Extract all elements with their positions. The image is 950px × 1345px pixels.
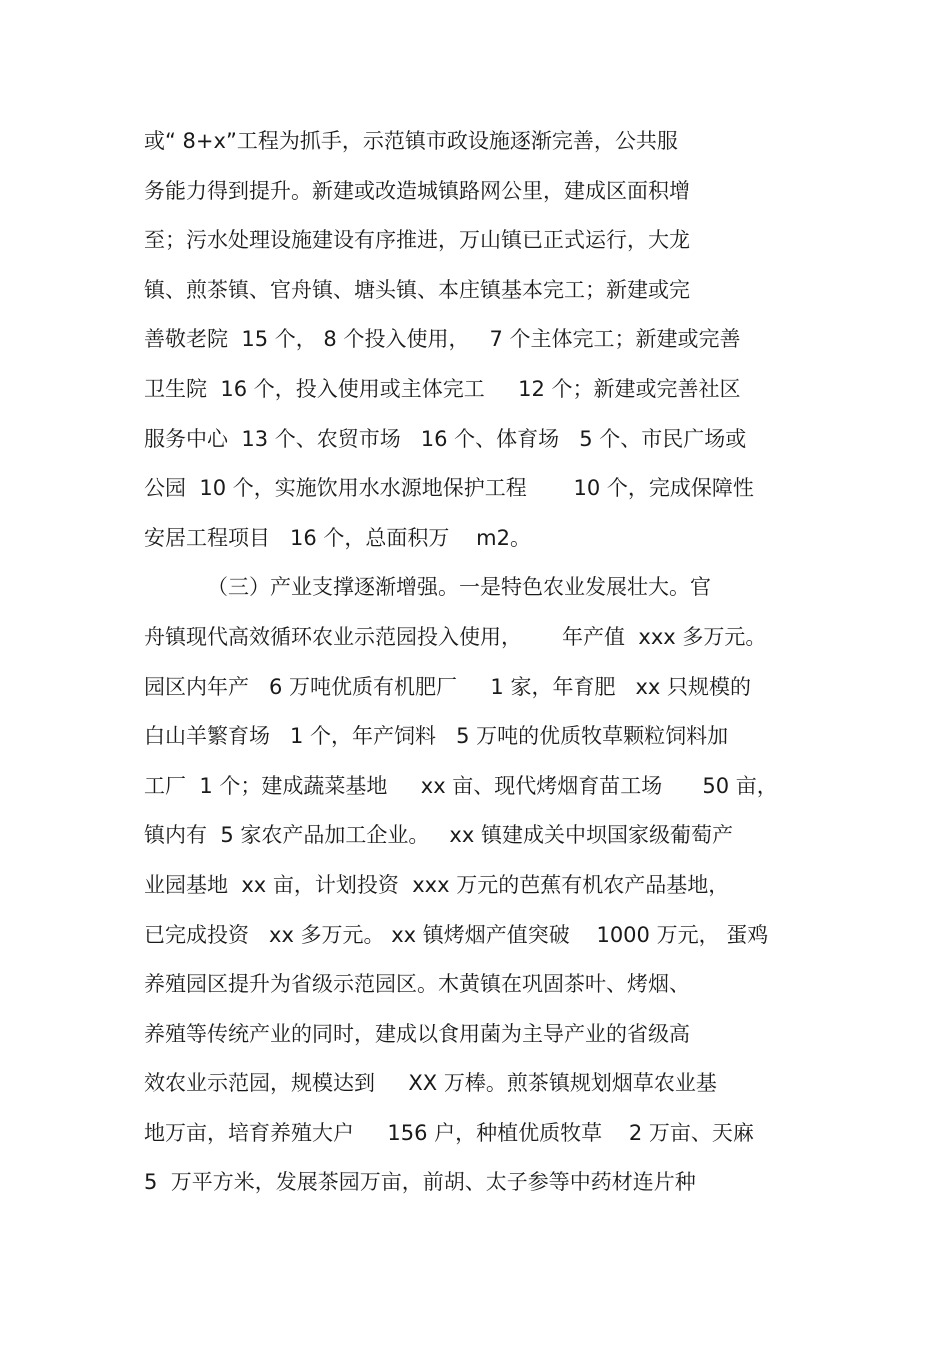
text-line: 5 万平方米，发展茶园万亩，前胡、太子参等中药材连片种 [144, 1170, 696, 1195]
text-line: 至；污水处理设施建设有序推进，万山镇已正式运行，大龙 [144, 228, 690, 253]
text-line: 务能力得到提升。新建或改造城镇路网公里，建成区面积增 [144, 178, 690, 203]
text-line: 镇、煎茶镇、官舟镇、塘头镇、本庄镇基本完工；新建或完 [144, 277, 690, 302]
text-line: 白山羊繁育场 1 个，年产饲料 5 万吨的优质牧草颗粒饲料加 [144, 724, 729, 749]
text-line: 业园基地 xx 亩，计划投资 xxx 万元的芭蕉有机农产品基地， [144, 872, 730, 897]
text-line: 或“ 8+x”工程为抓手，示范镇市政设施逐渐完善，公共服 [144, 129, 678, 153]
text-line: 服务中心 13 个、农贸市场 16 个、体育场 5 个、市民广场或 [144, 426, 747, 451]
text-line: 镇内有 5 家农产品加工企业。 xx 镇建成关中坝国家级葡萄产 [144, 823, 733, 848]
text-line: 公园 10 个，实施饮用水水源地保护工程 10 个，完成保障性 [144, 476, 754, 501]
section-heading-line: （三）产业支撑逐渐增强。一是特色农业发展壮大。官 [207, 575, 711, 600]
text-line: 园区内年产 6 万吨优质有机肥厂 1 家，年育肥 xx 只规模的 [144, 674, 752, 699]
text-line: 安居工程项目 16 个，总面积万 m2。 [144, 525, 531, 550]
text-line: 工厂 1 个；建成蔬菜基地 xx 亩、现代烤烟育苗工场 50 亩， [144, 773, 778, 798]
text-line: 养殖等传统产业的同时，建成以食用菌为主导产业的省级高 [144, 1021, 690, 1046]
text-line: 舟镇现代高效循环农业示范园投入使用， 年产值 xxx 多万元。 [144, 624, 767, 649]
text-line: 效农业示范园，规模达到 XX 万棒。煎茶镇规划烟草农业基 [144, 1071, 717, 1096]
text-line: 养殖园区提升为省级示范园区。木黄镇在巩固茶叶、烤烟、 [144, 972, 690, 997]
text-line: 善敬老院 15 个， 8 个投入使用， 7 个主体完工；新建或完善 [144, 327, 741, 352]
text-line: 卫生院 16 个，投入使用或主体完工 12 个；新建或完善社区 [144, 376, 741, 401]
text-line: 地万亩，培育养殖大户 156 户，种植优质牧草 2 万亩、天麻 [144, 1120, 754, 1145]
text-line: 已完成投资 xx 多万元。 xx 镇烤烟产值突破 1000 万元， 蛋鸡 [144, 922, 769, 947]
